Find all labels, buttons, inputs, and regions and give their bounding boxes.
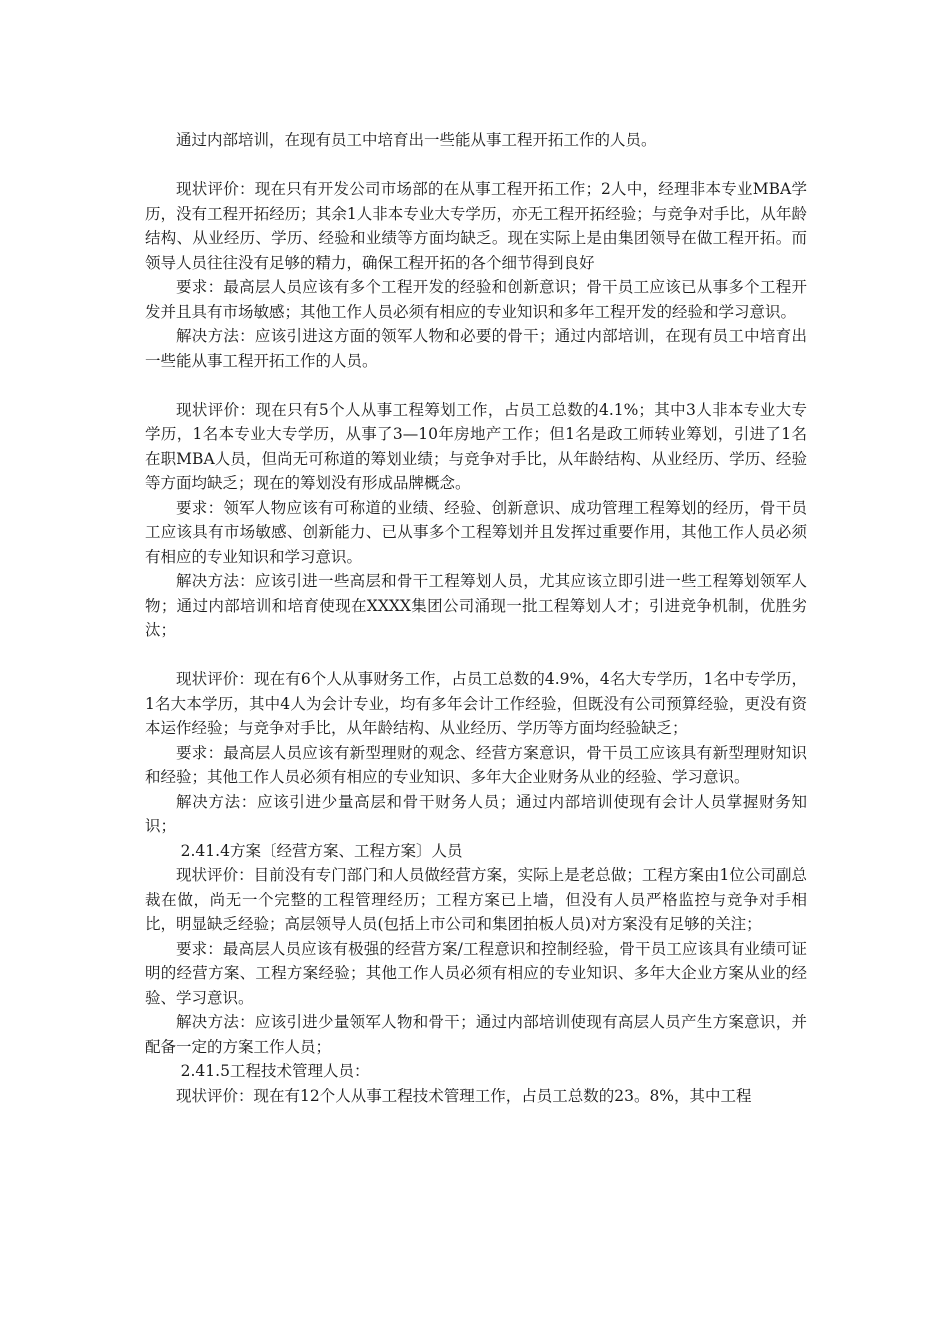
paragraph: 现状评价：现在只有5个人从事工程筹划工作，占员工总数的4.1%；其中3人非本专业大专学历，1名本专业大专学历，从事了3—10年房地产工作；但1名是政工师转业筹划，引进了1名在职MBA人员，但尚无可称道的筹划业绩；与竞争对手比，从年龄结构、从业经历、学历、经验等方面均缺乏；现在的筹划没有形成品牌概念。: [145, 400, 807, 492]
paragraph: 现状评价：现在有6个人从事财务工作，占员工总数的4.9%，4名大专学历，1名中专学历，1名大本学历，其中4人为会计专业，均有多年会计工作经验，但既没有公司预算经验，更没有资本运作经验；与竞争对手比，从年龄结构、从业经历、学历等方面均经验缺乏；: [145, 670, 807, 737]
blank-line: [145, 643, 807, 668]
paragraph: 现状评价：目前没有专门部门和人员做经营方案，实际上是老总做；工程方案由1位公司副总裁在做，尚无一个完整的工程管理经历；工程方案已上墙，但没有人员严格监控与竞争对手相比，明显缺乏经验；高层领导人员(包括上市公司和集团拍板人员)对方案没有足够的关注；: [145, 866, 807, 933]
paragraph: 解决方法：应该引进少量领军人物和骨干；通过内部培训使现有高层人员产生方案意识，并配备一定的方案工作人员；: [145, 1013, 807, 1056]
section-heading: 2.41.4方案〔经营方案、工程方案〕人员: [180, 841, 463, 860]
paragraph: 现状评价：现在只有开发公司市场部的在从事工程开拓工作；2人中，经理非本专业MBA学历，没有工程开拓经历；其余1人非本专业大专学历，亦无工程开拓经验；与竞争对手比，从年龄结构、从业经历、学历、经验和业绩等方面均缺乏。现在实际上是由集团领导在做工程开拓。而领导人员往往没有足够的精力，确保工程开拓的各个细节得到良好: [145, 180, 807, 272]
paragraph: 解决方法：应该引进少量高层和骨干财务人员；通过内部培训使现有会计人员掌握财务知识；: [145, 792, 807, 835]
blank-line: [145, 153, 807, 178]
paragraph: 要求：最高层人员应该有新型理财的观念、经营方案意识，骨干员工应该具有新型理财知识和经验；其他工作人员必须有相应的专业知识、多年大企业财务从业的经验、学习意识。: [145, 743, 807, 786]
paragraph: 要求：最高层人员应该有多个工程开发的经验和创新意识；骨干员工应该已从事多个工程开发并且具有市场敏感；其他工作人员必须有相应的专业知识和多年工程开发的经验和学习意识。: [145, 278, 807, 321]
blank-line: [145, 373, 807, 398]
paragraph: 要求：领军人物应该有可称道的业绩、经验、创新意识、成功管理工程筹划的经历，骨干员工应该具有市场敏感、创新能力、已从事多个工程筹划并且发挥过重要作用，其他工作人员必须有相应的专业知识和学习意识。: [145, 498, 807, 566]
paragraph: 现状评价：现在有12个人从事工程技术管理工作，占员工总数的23。8%，其中工程: [176, 1086, 752, 1105]
paragraph: 解决方法：应该引进一些高层和骨干工程筹划人员，尤其应该立即引进一些工程筹划领军人物；通过内部培训和培育使现在XXXX集团公司涌现一批工程筹划人才；引进竞争机制，优胜劣汰；: [145, 572, 807, 639]
section-heading: 2.41.5工程技术管理人员：: [180, 1062, 370, 1080]
paragraph: 要求：最高层人员应该有极强的经营方案/工程意识和控制经验，骨干员工应该具有业绩可证明的经营方案、工程方案经验；其他工作人员必须有相应的专业知识、多年大企业方案从业的经验、学习意识。: [145, 939, 807, 1007]
paragraph: 通过内部培训，在现有员工中培育出一些能从事工程开拓工作的人员。: [176, 131, 657, 149]
paragraph: 解决方法：应该引进这方面的领军人物和必要的骨干；通过内部培训，在现有员工中培育出一些能从事工程开拓工作的人员。: [145, 327, 807, 370]
document-body: [145, 128, 807, 1108]
